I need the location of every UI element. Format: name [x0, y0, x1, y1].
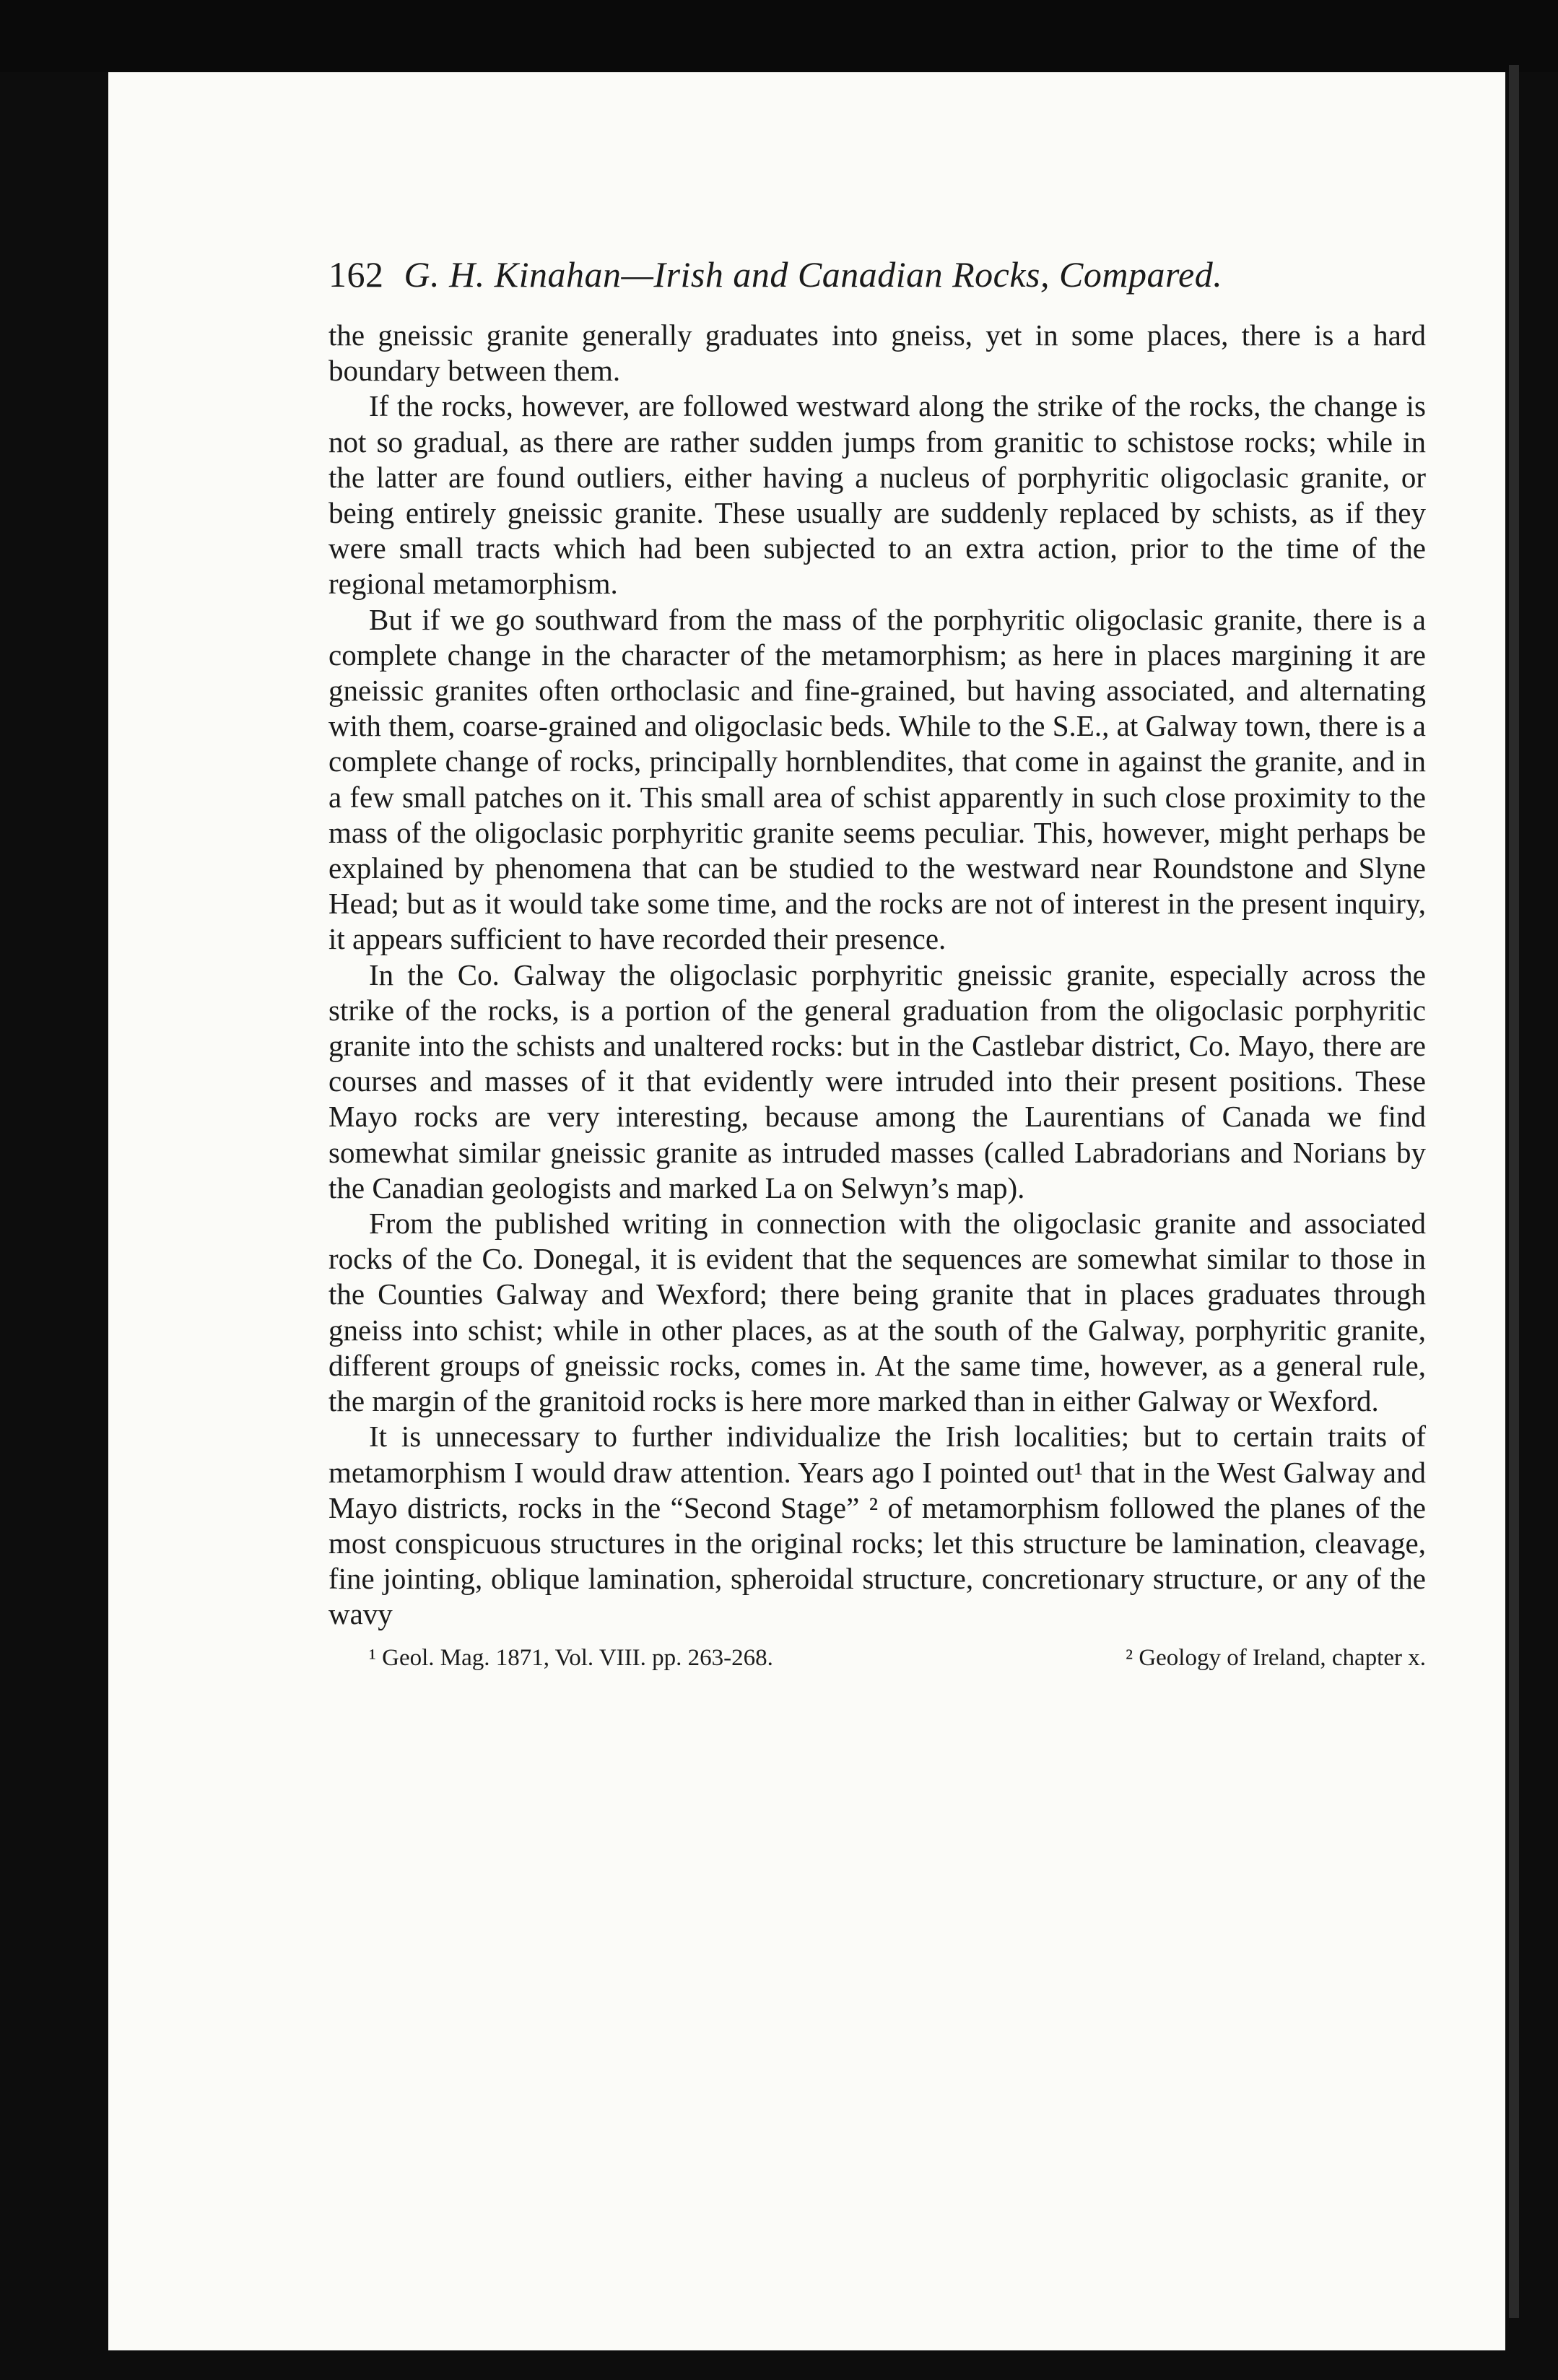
- scan-shadow-right: [1509, 65, 1519, 2318]
- footnote-1: ¹ Geol. Mag. 1871, Vol. VIII. pp. 263-268.: [369, 1644, 773, 1671]
- paragraph-3: But if we go southward from the mass of the porphyritic oligoclasic granite, there is a complete change in the character of the metamorphism; as here in places margining it are gneissic granites often orthoclasic and fine-grained, but having associated, and alternating with them, coarse-grained and oligoclasic beds. While to the S.E., at Galway town, there is a complete change of rocks, principally hornblendites, that come in against the granite, and in a few small patches on it. This small area of schist apparently in such close proximity to the mass of the oligoclasic porphyritic granite seems peculiar. This, however, might perhaps be explained by phenomena that can be studied to the westward near Roundstone and Slyne Head; but as it would take some time, and the rocks are not of interest in the present inquiry, it appears sufficient to have recorded their presence.: [328, 602, 1426, 956]
- paragraph-5: From the published writing in connection with the oligoclasic granite and associated rocks of the Co. Donegal, it is evident that the sequences are somewhat similar to those in the Counties Galway and Wexford; there being granite that in places graduates through gneiss into schist; while in other places, as at the south of the Galway, porphyritic granite, different groups of gneissic rocks, comes in. At the same time, however, as a general rule, the margin of the granitoid rocks is here more marked than in either Galway or Wexford.: [328, 1207, 1426, 1418]
- body-text: [328, 318, 1426, 1633]
- scan-border: [0, 0, 1558, 72]
- footnote-2: ² Geology of Ireland, chapter x.: [1126, 1644, 1426, 1671]
- paragraph-6: It is unnecessary to further individualize the Irish localities; but to certain traits of metamorphism I would draw attention. Years ago I pointed out¹ that in the West Galway and Mayo districts, rocks in the “Second Stage” ² of metamorphism followed the planes of the most conspicuous structures in the original rocks; let this structure be lamination, cleavage, fine jointing, oblique lamination, spheroidal structure, concretionary structure, or any of the wavy: [328, 1420, 1426, 1631]
- page-content: [328, 253, 1426, 1673]
- page-number: 162: [328, 254, 384, 295]
- running-head-title: G. H. Kinahan—Irish and Canadian Rocks, Compared.: [404, 254, 1223, 295]
- running-head: [328, 253, 1426, 296]
- paragraph-4: In the Co. Galway the oligoclasic porphyritic gneissic granite, especially across the strike of the rocks, is a portion of the general graduation from the oligoclasic porphyritic granite into the schists and unaltered rocks: but in the Castlebar district, Co. Mayo, there are courses and masses of it that evidently were intruded into their present positions. These Mayo rocks are very interesting, because among the Laurentians of Canada we find somewhat similar gneissic granite as intruded masses (called Labradorians and Norians by the Canadian geologists and marked La on Selwyn’s map).: [328, 957, 1426, 1204]
- footnotes: [328, 1643, 1426, 1673]
- paragraph-1: the gneissic granite generally graduates into gneiss, yet in some places, there is a hard boundary between them.: [328, 318, 1426, 388]
- paragraph-2: If the rocks, however, are followed westward along the strike of the rocks, the change is not so gradual, as there are rather sudden jumps from granitic to schistose rocks; while in the latter are found outliers, either having a nucleus of porphyritic oligoclasic granite, or being entirely gneissic granite. These usually are suddenly replaced by schists, as if they were small tracts which had been subjected to an extra action, prior to the time of the regional metamorphism.: [328, 389, 1426, 601]
- book-page: [108, 72, 1505, 2350]
